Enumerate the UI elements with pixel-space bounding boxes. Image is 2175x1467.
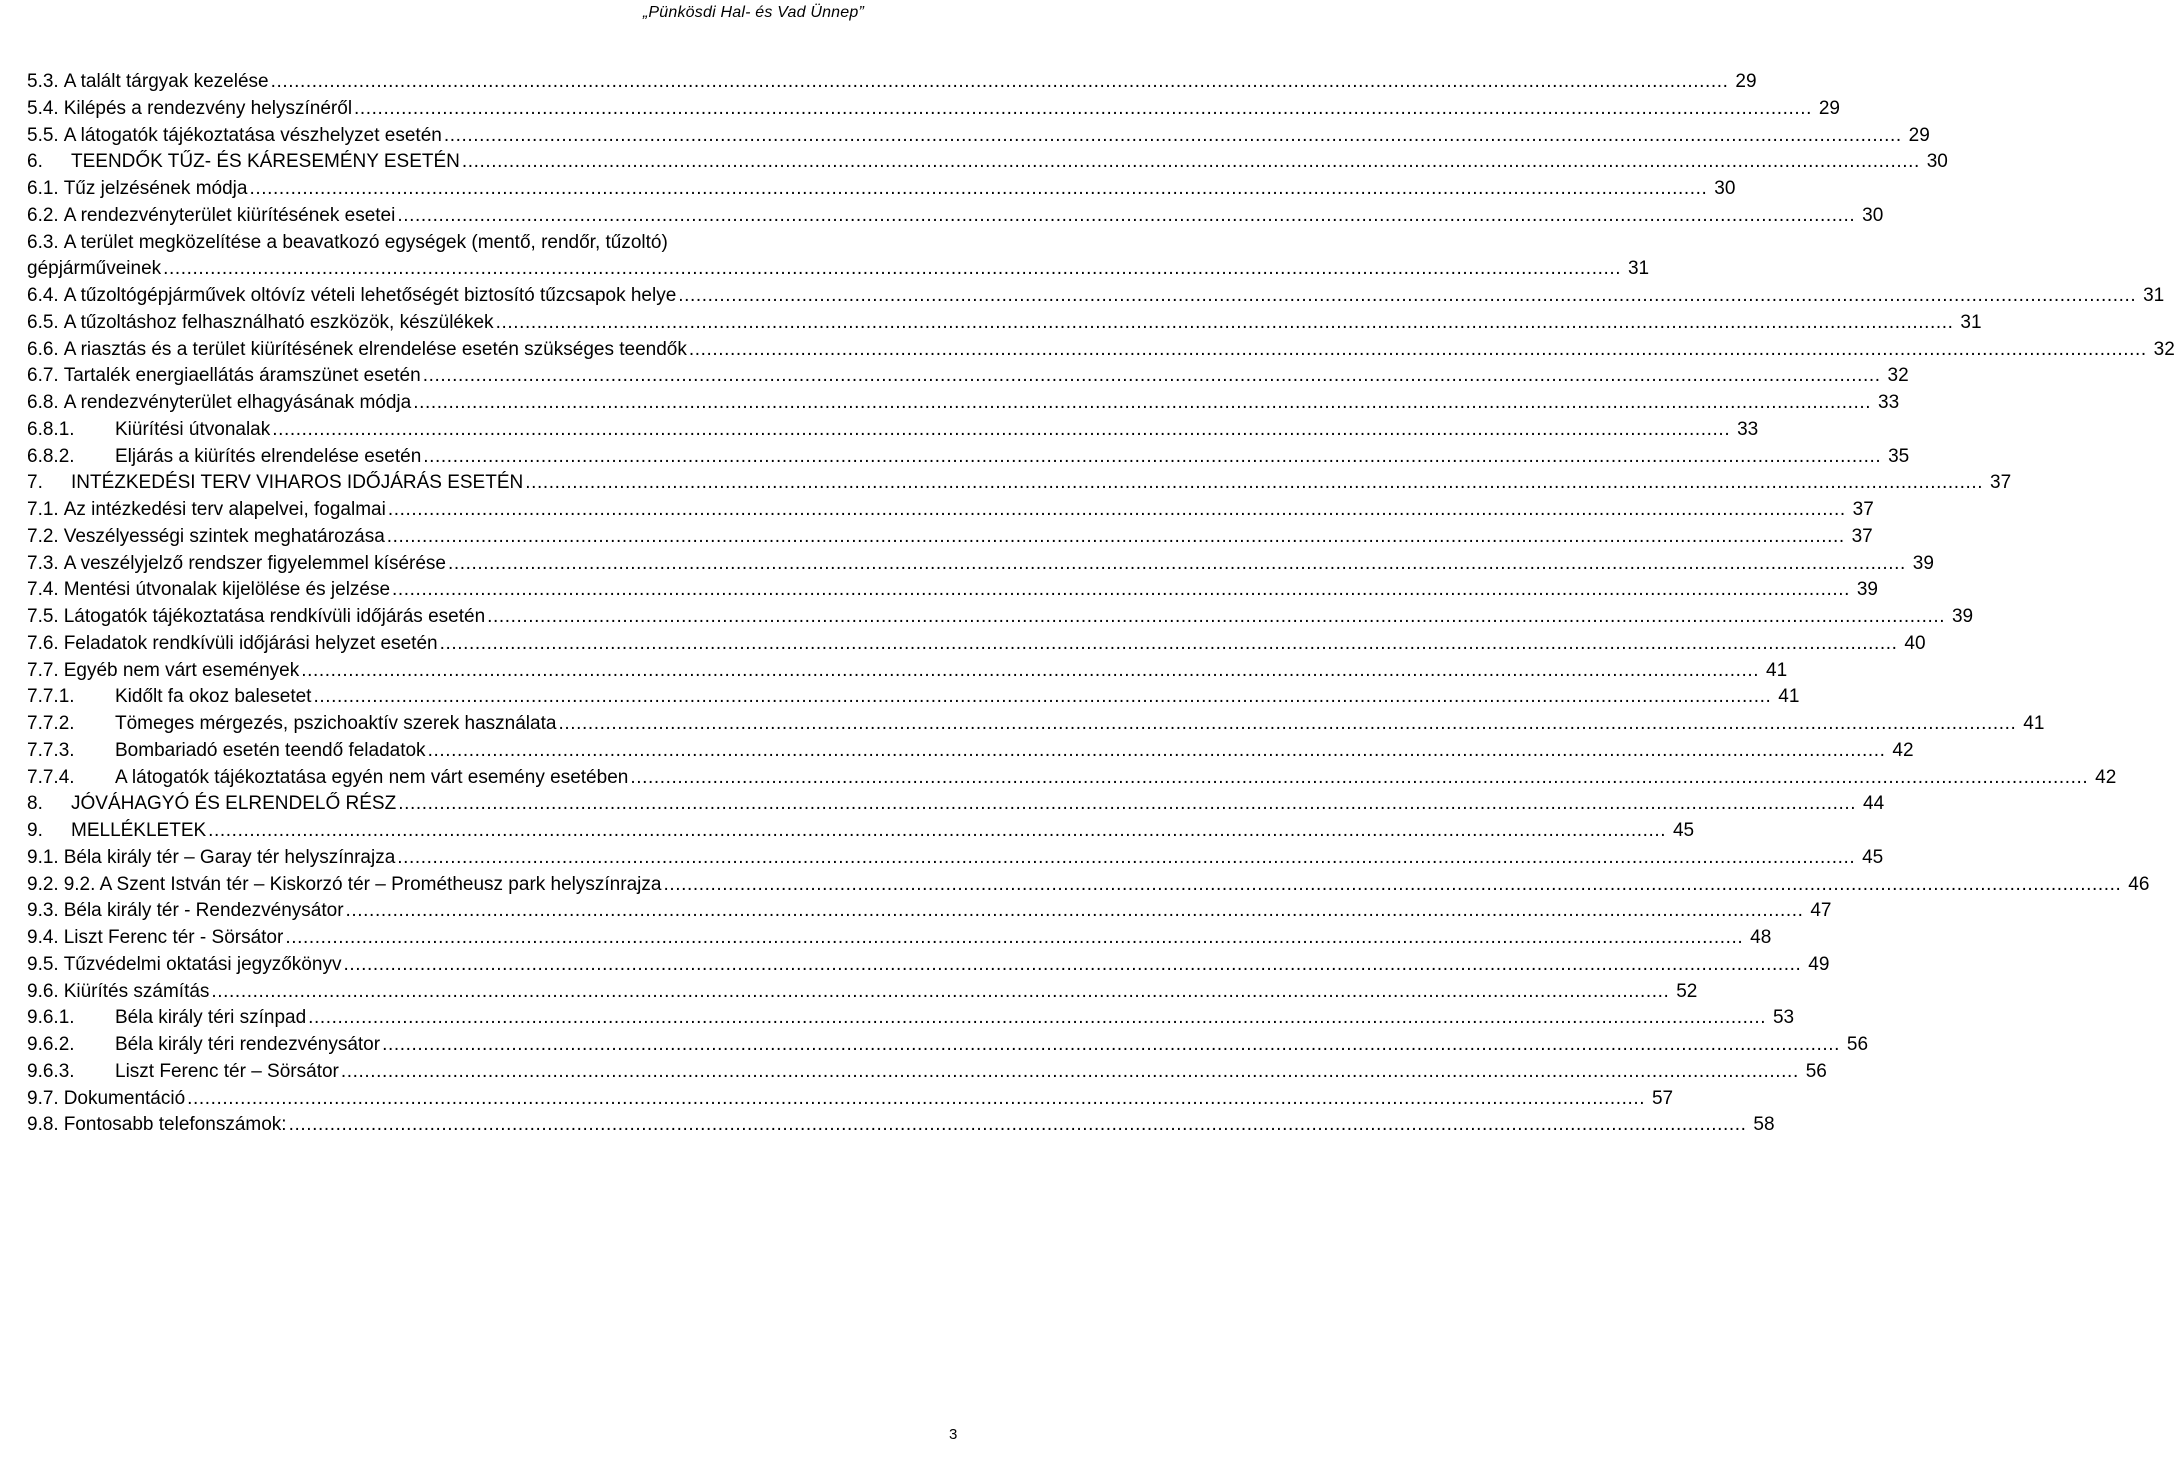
dot-leader xyxy=(388,497,1846,524)
toc-entry[interactable] xyxy=(27,444,1910,471)
toc-entry-page: 37 xyxy=(1851,525,1873,547)
toc-entry-page: 45 xyxy=(1672,820,1695,841)
toc-entry-page: 32 xyxy=(2153,338,2175,360)
toc-entry-page: 31 xyxy=(2143,285,2165,306)
dot-leader xyxy=(398,791,1856,818)
toc-entry-number: 7.1. xyxy=(27,499,59,520)
toc-entry-page: 41 xyxy=(1766,659,1788,681)
toc-entry[interactable] xyxy=(27,176,1736,203)
toc-entry[interactable] xyxy=(27,631,1926,658)
toc-entry-title: Kilépés a rendezvény helyszínéről xyxy=(63,97,353,119)
toc-entry-page: 57 xyxy=(1651,1087,1674,1109)
toc-entry-title: JÓVÁHAGYÓ ÉS ELRENDELŐ RÉSZ xyxy=(71,793,397,815)
toc-entry-title: Egyéb nem várt események xyxy=(63,659,300,681)
toc-entry-page: 29 xyxy=(1735,71,1757,92)
dot-leader xyxy=(343,952,1801,979)
toc-entry-page: 39 xyxy=(1951,606,1974,627)
toc-entry-page: 29 xyxy=(1908,124,1930,146)
toc-entry-title: Liszt Ferenc tér - Sörsátor xyxy=(63,927,284,948)
page-number: 3 xyxy=(949,1426,958,1443)
dot-leader xyxy=(678,283,2136,310)
toc-entry-number: 9.4. xyxy=(27,927,59,948)
toc-entry-page: 30 xyxy=(1714,178,1736,199)
toc-entry-title: Fontosabb telefonszámok: xyxy=(63,1114,287,1136)
toc-entry-title: Béla király téri színpad xyxy=(115,1007,307,1029)
toc-entry-number: 7.2. xyxy=(27,525,59,547)
toc-entry[interactable] xyxy=(27,1112,1775,1139)
toc-entry-number: 5.4. xyxy=(27,97,59,119)
toc-entry-number: 8. xyxy=(27,793,43,815)
dot-leader xyxy=(428,738,1886,765)
toc-entry[interactable] xyxy=(27,310,1982,337)
dot-leader xyxy=(271,69,1729,96)
toc-entry[interactable] xyxy=(27,203,1884,230)
toc-entry-page: 39 xyxy=(1856,579,1878,601)
toc-entry[interactable] xyxy=(27,684,1800,711)
toc-entry[interactable] xyxy=(27,390,1900,417)
dot-leader xyxy=(423,363,1881,390)
toc-entry-page: 42 xyxy=(1892,739,1914,761)
dot-leader xyxy=(440,631,1898,658)
toc-entry-number: 9.2. xyxy=(27,873,59,895)
toc-entry[interactable] xyxy=(27,123,1930,150)
dot-leader xyxy=(354,96,1812,123)
dot-leader xyxy=(689,337,2147,364)
toc-entry[interactable] xyxy=(27,497,1874,524)
toc-entry-page: 32 xyxy=(1887,365,1909,387)
toc-entry-page: 35 xyxy=(1888,445,1910,467)
toc-entry-number: 7.7.2. xyxy=(27,713,75,734)
toc-entry[interactable] xyxy=(27,96,1840,123)
toc-entry-page: 44 xyxy=(1863,793,1885,815)
dot-leader xyxy=(413,390,1871,417)
toc-entry[interactable] xyxy=(27,925,1772,952)
dot-leader xyxy=(558,711,2016,738)
toc-entry-number: 9. xyxy=(27,820,43,841)
toc-entry[interactable] xyxy=(27,577,1878,604)
toc-entry[interactable] xyxy=(27,524,1873,551)
toc-entry-number: 7.5. xyxy=(27,606,59,627)
toc-entry-number: 6.3. xyxy=(27,231,59,253)
toc-entry-number: 9.6.3. xyxy=(27,1060,75,1082)
toc-entry[interactable] xyxy=(27,470,2012,497)
toc-entry-page: 46 xyxy=(2128,873,2150,895)
toc-entry-number: 6.5. xyxy=(27,311,59,333)
toc-entry-title: Dokumentáció xyxy=(63,1087,186,1109)
toc-entry-page: 37 xyxy=(1852,499,1874,520)
toc-entry-number: 6.2. xyxy=(27,204,59,226)
toc-entry-number: 7.4. xyxy=(27,579,59,601)
toc-entry[interactable] xyxy=(27,1032,1869,1059)
toc-entry-number: 7.7.1. xyxy=(27,686,75,708)
toc-entry-page: 56 xyxy=(1846,1034,1869,1055)
toc-entry-title: A rendezvényterület elhagyásának módja xyxy=(63,392,412,413)
toc-entry-number: 7.7.4. xyxy=(27,766,75,788)
toc-entry-page: 29 xyxy=(1818,97,1840,119)
toc-entry-number: 5.5. xyxy=(27,124,59,146)
toc-entry-page: 49 xyxy=(1808,953,1830,975)
toc-entry-number: 7.3. xyxy=(27,552,59,574)
dot-leader xyxy=(285,925,1743,952)
toc-entry-page: 39 xyxy=(1912,552,1934,574)
toc-entry-title: Eljárás a kiürítés elrendelése esetén xyxy=(115,445,422,467)
toc-entry-title: Liszt Ferenc tér – Sörsátor xyxy=(115,1060,339,1082)
dot-leader xyxy=(387,524,1845,551)
dot-leader xyxy=(462,149,1920,176)
dot-leader xyxy=(496,310,1954,337)
toc-entry-title: Bombariadó esetén teendő feladatok xyxy=(115,739,426,761)
running-header: „Pünkösdi Hal- és Vad Ünnep” xyxy=(642,4,864,21)
dot-leader xyxy=(211,979,1669,1006)
toc-entry-title: A tűzoltógépjárművek oltóvíz vételi lehetőségét biztosító tűzcsapok helye xyxy=(63,285,677,306)
toc-entry-page: 41 xyxy=(2023,713,2045,734)
toc-entry-title: TEENDŐK TŰZ- ÉS KÁRESEMÉNY ESETÉN xyxy=(71,151,460,173)
toc-entry-title: Kiürítés számítás xyxy=(63,980,210,1002)
dot-leader xyxy=(341,1059,1799,1086)
toc-entry-page: 33 xyxy=(1737,418,1759,440)
dot-leader xyxy=(392,577,1850,604)
toc-entry-title: A látogatók tájékoztatása vészhelyzet esetén xyxy=(63,124,442,146)
toc-entry-number: 9.7. xyxy=(27,1087,59,1109)
dot-leader xyxy=(308,1005,1766,1032)
table-of-contents xyxy=(27,69,2175,1139)
dot-leader xyxy=(397,203,1855,230)
toc-entry-page: 56 xyxy=(1805,1060,1827,1082)
toc-entry-title: Kidőlt fa okoz balesetet xyxy=(115,686,312,708)
toc-entry-number: 7.6. xyxy=(27,632,59,654)
dot-leader xyxy=(663,872,2121,899)
toc-entry-page: 45 xyxy=(1862,846,1884,868)
toc-entry-page: 37 xyxy=(1990,472,2012,494)
dot-leader xyxy=(397,845,1855,872)
dot-leader xyxy=(346,898,1804,925)
toc-entry-number: 9.8. xyxy=(27,1114,59,1136)
toc-entry-number: 7.7.3. xyxy=(27,739,75,761)
dot-leader xyxy=(163,256,1621,283)
toc-entry-title: INTÉZKEDÉSI TERV VIHAROS IDŐJÁRÁS ESETÉN xyxy=(71,472,524,494)
toc-entry-title: Mentési útvonalak kijelölése és jelzése xyxy=(63,579,391,601)
dot-leader xyxy=(187,1086,1645,1113)
dot-leader xyxy=(289,1112,1747,1139)
toc-entry[interactable] xyxy=(27,551,1934,578)
toc-entry[interactable] xyxy=(27,69,1757,96)
toc-entry-number: 9.6. xyxy=(27,980,59,1002)
toc-entry-page: 42 xyxy=(2095,766,2117,788)
toc-entry-number: 6.8.2. xyxy=(27,445,75,467)
toc-entry-page: 33 xyxy=(1878,392,1900,413)
toc-entry[interactable] xyxy=(27,149,1948,176)
toc-entry[interactable] xyxy=(27,818,1695,845)
toc-entry-page: 30 xyxy=(1926,151,1948,173)
toc-entry-number: 9.1. xyxy=(27,846,59,868)
toc-entry[interactable] xyxy=(27,952,1830,979)
toc-entry-number: 7.7. xyxy=(27,659,59,681)
toc-entry-page: 41 xyxy=(1778,686,1800,708)
toc-entry[interactable] xyxy=(27,230,1650,284)
toc-entry-page: 52 xyxy=(1676,980,1698,1002)
toc-entry-number: 6.6. xyxy=(27,338,59,360)
toc-entry-page: 30 xyxy=(1862,204,1884,226)
toc-entry-title: A látogatók tájékoztatása egyén nem várt esemény esetében xyxy=(115,766,629,788)
toc-entry-title: Tűz jelzésének módja xyxy=(63,178,248,199)
dot-leader xyxy=(448,551,1906,578)
toc-entry[interactable] xyxy=(27,898,1832,925)
dot-leader xyxy=(272,417,1730,444)
toc-entry[interactable] xyxy=(27,979,1698,1006)
toc-entry-title: A talált tárgyak kezelése xyxy=(63,71,269,92)
toc-entry[interactable] xyxy=(27,845,1884,872)
toc-entry-number: 9.5. xyxy=(27,953,59,975)
toc-entry[interactable] xyxy=(27,872,2150,899)
toc-entry[interactable] xyxy=(27,337,2175,364)
toc-entry[interactable] xyxy=(27,1005,1795,1032)
toc-entry-title: A tűzoltáshoz felhasználható eszközök, készülékek xyxy=(63,311,494,333)
toc-entry-title: Veszélyességi szintek meghatározása xyxy=(63,525,385,547)
toc-entry-page: 58 xyxy=(1753,1114,1775,1136)
toc-entry-number: 9.6.2. xyxy=(27,1034,75,1055)
toc-entry-title: Feladatok rendkívüli időjárási helyzet esetén xyxy=(63,632,438,654)
toc-entry[interactable] xyxy=(27,1086,1674,1113)
toc-entry-title: A terület megközelítése a beavatkozó egységek (mentő, rendőr, tűzoltó) xyxy=(63,231,668,253)
dot-leader xyxy=(313,684,1771,711)
toc-entry-title: Béla király tér - Rendezvénysátor xyxy=(63,900,344,922)
toc-entry-number: 6.8.1. xyxy=(27,418,75,440)
dot-leader xyxy=(444,123,1902,150)
toc-entry-title: Tömeges mérgezés, pszichoaktív szerek használata xyxy=(115,713,557,734)
toc-entry-title: Tartalék energiaellátás áramszünet esetén xyxy=(63,365,421,387)
toc-entry-number: 6.7. xyxy=(27,365,59,387)
toc-entry-page: 40 xyxy=(1904,632,1926,654)
toc-entry-title: MELLÉKLETEK xyxy=(71,820,207,841)
toc-entry[interactable] xyxy=(27,711,2045,738)
toc-entry-number: 5.3. xyxy=(27,71,59,92)
toc-entry[interactable] xyxy=(27,658,1788,685)
toc-entry-page: 53 xyxy=(1772,1007,1795,1029)
toc-entry-title: Béla király tér – Garay tér helyszínrajza xyxy=(63,846,396,868)
toc-entry[interactable] xyxy=(27,283,2165,310)
toc-entry[interactable] xyxy=(27,417,1759,444)
toc-entry-number: 6.8. xyxy=(27,392,59,413)
toc-entry[interactable] xyxy=(27,363,1909,390)
toc-entry[interactable] xyxy=(27,604,1974,631)
dot-leader xyxy=(382,1032,1840,1059)
toc-entry-number: 9.6.1. xyxy=(27,1007,75,1029)
toc-entry-page: 47 xyxy=(1810,900,1832,922)
toc-entry-title: A riasztás és a terület kiürítésének elrendelése esetén szükséges teendők xyxy=(63,338,687,360)
toc-entry-page: 48 xyxy=(1750,927,1772,948)
dot-leader xyxy=(423,444,1881,471)
toc-entry-title: Tűzvédelmi oktatási jegyzőkönyv xyxy=(63,953,342,975)
toc-entry-title: A veszélyjelző rendszer figyelemmel kísérése xyxy=(63,552,446,574)
dot-leader xyxy=(487,604,1945,631)
dot-leader xyxy=(525,470,1983,497)
toc-entry-title-continued: gépjárműveinek xyxy=(27,258,162,280)
toc-entry-title: A rendezvényterület kiürítésének esetei xyxy=(63,204,396,226)
toc-entry[interactable] xyxy=(27,1059,1827,1086)
toc-entry-number: 6.1. xyxy=(27,178,59,199)
dot-leader xyxy=(208,818,1666,845)
toc-entry-title: Kiürítési útvonalak xyxy=(115,418,271,440)
toc-entry-number: 6. xyxy=(27,151,43,173)
dot-leader xyxy=(249,176,1707,203)
toc-entry-title: Béla király téri rendezvénysátor xyxy=(115,1034,381,1055)
toc-entry[interactable] xyxy=(27,738,1914,765)
toc-entry-title: 9.2. A Szent István tér – Kiskorzó tér – Prométheusz park helyszínrajza xyxy=(63,873,662,895)
toc-entry-page: 31 xyxy=(1627,258,1650,280)
dot-leader xyxy=(630,765,2088,792)
toc-entry[interactable] xyxy=(27,791,1885,818)
toc-entry-title: Az intézkedési terv alapelvei, fogalmai xyxy=(63,499,386,520)
toc-entry-number: 6.4. xyxy=(27,285,59,306)
toc-entry-number: 7. xyxy=(27,472,43,494)
toc-entry-number: 9.3. xyxy=(27,900,59,922)
toc-entry-page: 31 xyxy=(1960,311,1982,333)
dot-leader xyxy=(301,658,1759,685)
toc-entry-title: Látogatók tájékoztatása rendkívüli időjárás esetén xyxy=(63,606,486,627)
toc-entry[interactable] xyxy=(27,765,2117,792)
